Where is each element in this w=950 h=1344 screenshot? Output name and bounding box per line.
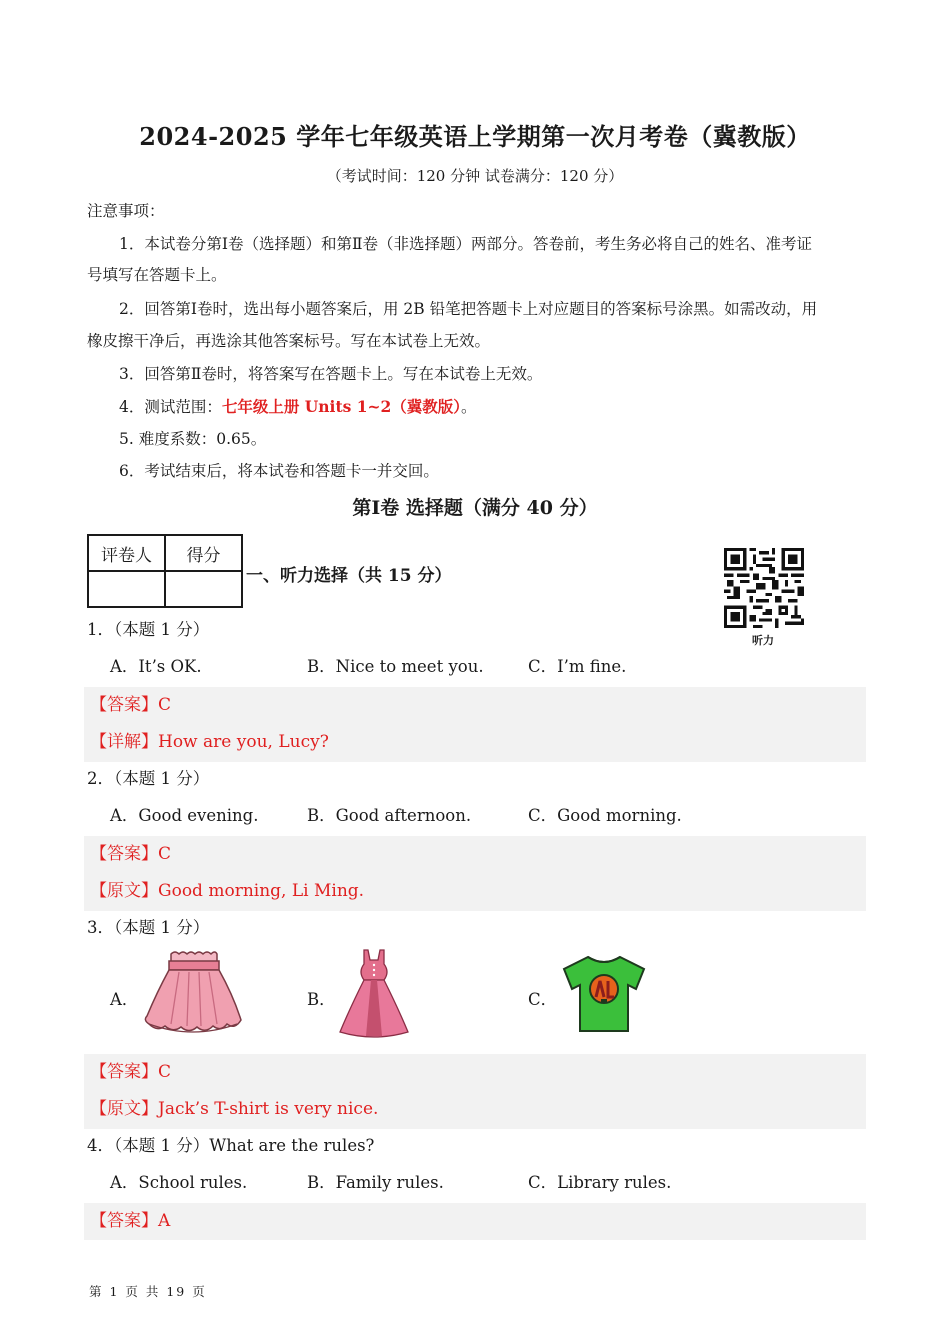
score-table [87,534,243,608]
question-2-option-a[interactable]: A．Good evening. [110,806,259,825]
question-2-stem: 2．（本题 1 分） [87,769,210,788]
test-range: 七年级上册 Units 1~2（冀教版） [221,397,462,416]
answer-box-4 [84,1203,866,1240]
exam-subtitle: （考试时间：120 分钟 试卷满分：120 分） [326,167,624,185]
dress-icon[interactable] [338,948,410,1040]
question-1-answer: 【答案】C [90,695,172,715]
question-4-option-c[interactable]: C．Library rules. [528,1173,672,1192]
qr-label: 听力 [752,634,774,647]
notice-item-5: 5. 难度系数：0.65。 [119,430,267,448]
notice-item-6: 6．考试结束后，将本试卷和答题卡一并交回。 [119,462,439,480]
question-3-transcript: 【原文】Jack’s T-shirt is very nice. [90,1099,379,1119]
question-3-stem: 3．（本题 1 分） [87,918,210,937]
notice-item-2-cont: 橡皮擦干净后，再选涂其他答案标号。写在本试卷上无效。 [87,332,491,350]
notice-item-4-suffix: 。 [461,398,477,416]
question-3-answer: 【答案】C [90,1062,172,1082]
question-1-option-a[interactable]: A．It’s OK. [110,657,202,676]
question-2-transcript: 【原文】Good morning, Li Ming. [90,881,365,901]
question-4-option-a[interactable]: A．School rules. [110,1173,248,1192]
question-4-option-b[interactable]: B．Family rules. [307,1173,444,1192]
skirt-icon[interactable] [143,950,245,1036]
notice-item-1: 1．本试卷分第Ⅰ卷（选择题）和第Ⅱ卷（非选择题）两部分。答卷前，考生务必将自己的姓名、准考证 [119,235,813,253]
notice-item-2: 2．回答第Ⅰ卷时，选出每小题答案后，用 2B 铅笔把答题卡上对应题目的答案标号涂黑。如需改动，用 [119,300,818,318]
question-1-explanation: 【详解】How are you, Lucy? [90,732,329,752]
question-1-stem: 1．（本题 1 分） [87,620,210,639]
question-4-answer: 【答案】A [90,1211,171,1231]
score-header: 得分 [165,535,242,571]
notice-heading: 注意事项： [87,202,165,220]
section-title: 第Ⅰ卷 选择题（满分 40 分） [352,497,598,519]
question-2-answer: 【答案】C [90,844,172,864]
notice-item-4 [119,395,477,417]
t-shirt-icon[interactable] [560,953,648,1035]
question-1-option-b[interactable]: B．Nice to meet you. [307,657,484,676]
notice-item-1-cont: 号填写在答题卡上。 [87,266,227,284]
question-3-option-a[interactable]: A． [110,990,139,1009]
question-1-option-c[interactable]: C．I’m fine. [528,657,627,676]
grader-header: 评卷人 [88,535,165,571]
notice-item-4-prefix: 4．测试范围： [119,398,222,416]
question-4-stem: 4．（本题 1 分）What are the rules? [87,1136,375,1155]
exam-title: 2024-2025 学年七年级英语上学期第一次月考卷（冀教版） [139,122,811,151]
page-footer: 第 1 页 共 19 页 [89,1284,207,1299]
grader-cell [88,571,165,607]
notice-item-3: 3．回答第Ⅱ卷时，将答案写在答题卡上。写在本试卷上无效。 [119,365,543,383]
part-title: 一、听力选择（共 15 分） [246,566,452,586]
score-cell [165,571,242,607]
question-2-option-b[interactable]: B．Good afternoon. [307,806,472,825]
qr-code-icon[interactable] [724,548,804,628]
question-3-option-b[interactable]: B． [307,990,336,1009]
question-3-option-c[interactable]: C． [528,990,558,1009]
question-2-option-c[interactable]: C．Good morning. [528,806,682,825]
